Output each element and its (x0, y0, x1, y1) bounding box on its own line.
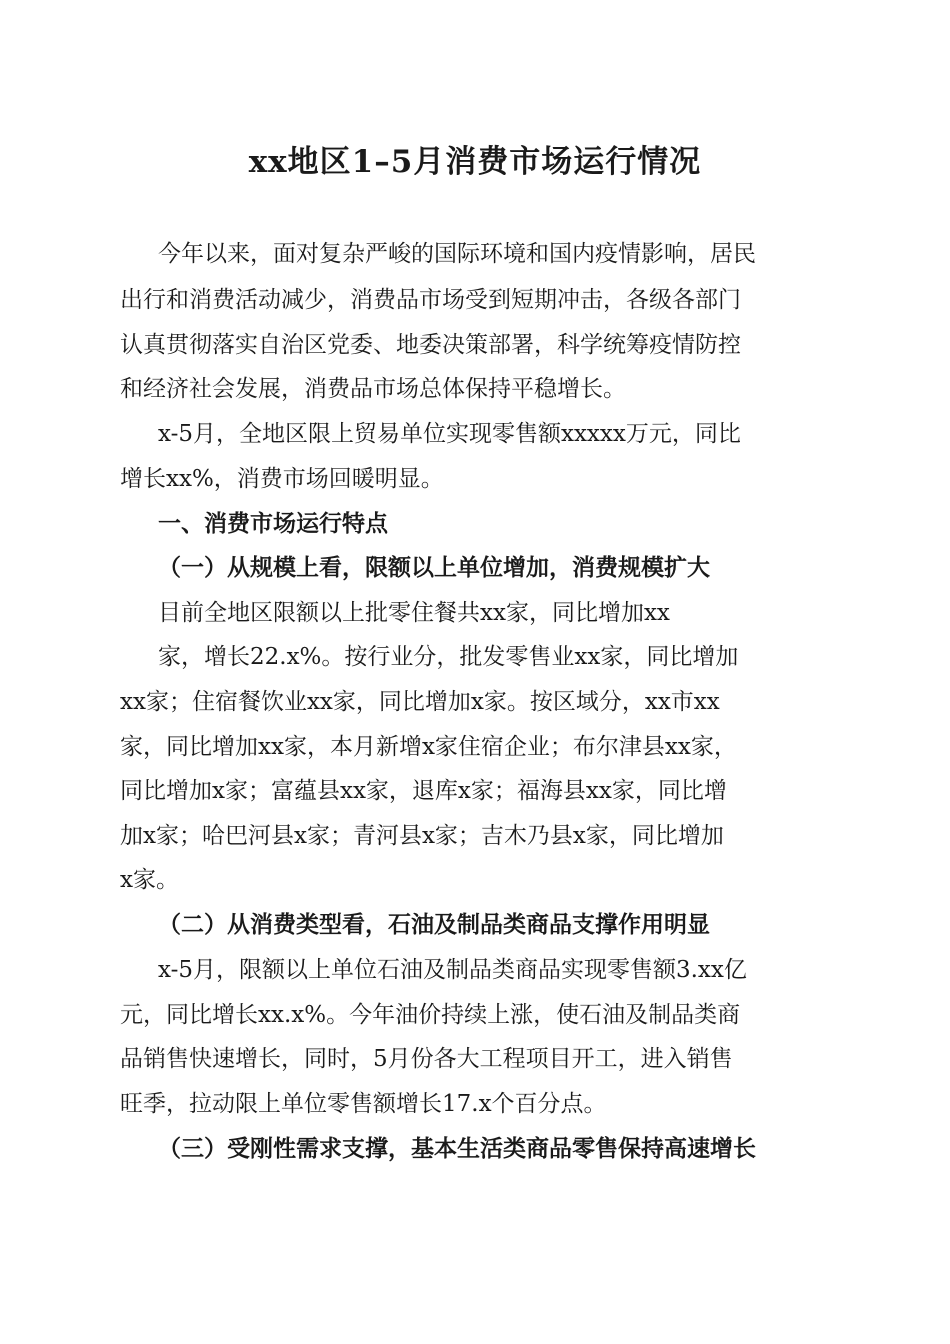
paragraph-line: 和经济社会发展，消费品市场总体保持平稳增长。 (120, 376, 626, 402)
document-title: xx地区1–5月消费市场运行情况 (248, 144, 702, 180)
paragraph-line: 旺季，拉动限上单位零售额增长17.x个百分点。 (120, 1091, 607, 1117)
section-heading: 一、消费市场运行特点 (158, 510, 388, 537)
subsection-heading: （三）受刚性需求支撑，基本生活类商品零售保持高速增长 (158, 1135, 756, 1162)
paragraph-line: 同比增加x家；富蕴县xx家，退库x家；福海县xx家，同比增 (120, 778, 727, 804)
paragraph-line: x-5月，限额以上单位石油及制品类商品实现零售额3.xx亿 (158, 957, 747, 983)
paragraph-line: x家。 (120, 867, 179, 893)
paragraph-line: 出行和消费活动减少，消费品市场受到短期冲击，各级各部门 (120, 287, 741, 313)
paragraph-line: 认真贯彻落实自治区党委、地委决策部署，科学统筹疫情防控 (120, 332, 741, 358)
paragraph-line: 家，增长22.x%。按行业分，批发零售业xx家，同比增加 (158, 644, 739, 670)
paragraph-line: 家，同比增加xx家，本月新增x家住宿企业；布尔津县xx家， (120, 734, 737, 760)
paragraph-line: 今年以来，面对复杂严峻的国际环境和国内疫情影响，居民 (158, 241, 756, 267)
paragraph-line: 品销售快速增长，同时，5月份各大工程项目开工，进入销售 (120, 1046, 733, 1072)
subsection-heading: （二）从消费类型看，石油及制品类商品支撑作用明显 (158, 911, 710, 938)
paragraph-line: 加x家；哈巴河县x家；青河县x家；吉木乃县x家，同比增加 (120, 823, 724, 849)
paragraph-line: x-5月，全地区限上贸易单位实现零售额xxxxx万元，同比 (158, 421, 741, 447)
paragraph-line: 目前全地区限额以上批零住餐共xx家，同比增加xx (158, 600, 670, 626)
subsection-heading: （一）从规模上看，限额以上单位增加，消费规模扩大 (158, 554, 710, 581)
paragraph-line: 元，同比增长xx.x%。今年油价持续上涨，使石油及制品类商 (120, 1002, 741, 1028)
paragraph-line: xx家；住宿餐饮业xx家，同比增加x家。按区域分，xx市xx (120, 689, 720, 715)
paragraph-line: 增长xx%，消费市场回暖明显。 (120, 466, 444, 492)
